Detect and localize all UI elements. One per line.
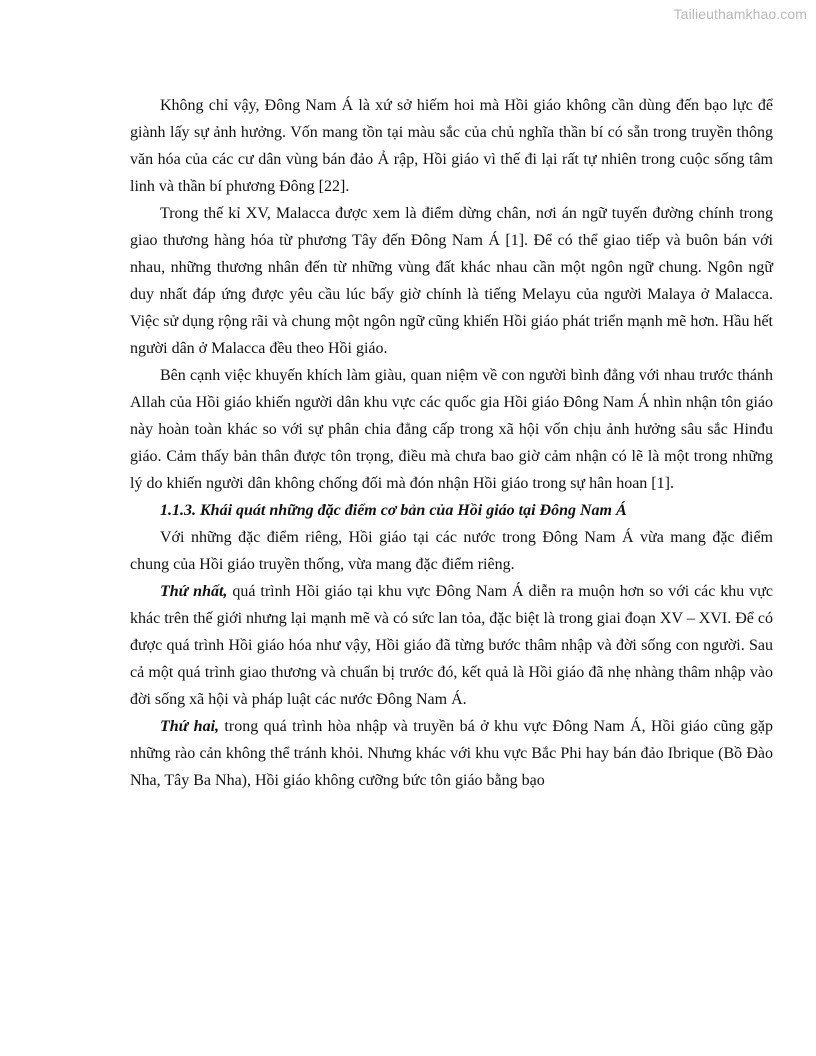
- paragraph-2: Trong thế kỉ XV, Malacca được xem là điểm dừng chân, nơi án ngữ tuyến đường chính trong giao thương hàng hóa từ phương Tây đến Đông Nam Á [1]. Để có thể giao tiếp và buôn bán với nhau, những thương nhân đến từ những vùng đất khác nhau cần một ngôn ngữ chung. Ngôn ngữ duy nhất đáp ứng được yêu cầu lúc bấy giờ chính là tiếng Melayu của người Malaya ở Malacca. Việc sử dụng rộng rãi và chung một ngôn ngữ cũng khiến Hồi giáo phát triển mạnh mẽ hơn. Hầu hết người dân ở Malacca đều theo Hồi giáo.: [130, 205, 773, 357]
- section-heading: 1.1.3. Khái quát những đặc điểm cơ bản của Hồi giáo tại Đông Nam Á: [160, 502, 627, 519]
- intro-paragraph: Với những đặc điểm riêng, Hồi giáo tại các nước trong Đông Nam Á vừa mang đặc điểm chung của Hồi giáo truyền thống, vừa mang đặc điểm riêng.: [130, 529, 773, 573]
- paragraph-1: Không chỉ vậy, Đông Nam Á là xứ sở hiếm hoi mà Hồi giáo không cần dùng đến bạo lực để giành lấy sự ảnh hưởng. Vốn mang tồn tại màu sắc của chủ nghĩa thần bí có sẵn trong truyền thông văn hóa của các cư dân vùng bán đảo Ả rập, Hồi giáo vì thế đi lại rất tự nhiên trong cuộc sống tâm linh và thần bí phương Đông [22].: [130, 97, 773, 195]
- point-first: [130, 578, 773, 713]
- point-second-lead: Thứ hai,: [160, 718, 220, 735]
- document-body: [130, 92, 773, 794]
- point-second: [130, 713, 773, 794]
- point-first-text: quá trình Hồi giáo tại khu vực Đông Nam Á diễn ra muộn hơn so với các khu vực khác trên thế giới nhưng lại mạnh mẽ và có sức lan tỏa, đặc biệt là trong giai đoạn XV – XVI. Để có được quá trình Hồi giáo hóa như vậy, Hồi giáo đã từng bước thâm nhập và đời sống con người. Sau cả một quá trình giao thương và chuẩn bị trước đó, kết quả là Hồi giáo đã nhẹ nhàng thâm nhập vào đời sống xã hội và pháp luật các nước Đông Nam Á.: [130, 583, 774, 708]
- watermark: Tailieuthamkhao.com: [673, 6, 807, 22]
- point-first-lead: Thứ nhất,: [160, 583, 228, 600]
- paragraph-3: Bên cạnh việc khuyến khích làm giàu, quan niệm về con người bình đẳng với nhau trước thánh Allah của Hồi giáo khiến người dân khu vực các quốc gia Hồi giáo Đông Nam Á nhìn nhận tôn giáo này hoàn toàn khác so với sự phân chia đẳng cấp trong xã hội vốn chịu ảnh hưởng sâu sắc Hinđu giáo. Cảm thấy bản thân được tôn trọng, điều mà chưa bao giờ cảm nhận có lẽ là một trong những lý do khiến người dân không chống đối mà đón nhận Hồi giáo trong sự hân hoan [1].: [130, 367, 773, 492]
- point-second-text: trong quá trình hòa nhập và truyền bá ở khu vực Đông Nam Á, Hồi giáo cũng gặp những rào cản không thể tránh khỏi. Nhưng khác với khu vực Bắc Phi hay bán đảo Ibrique (Bồ Đào Nha, Tây Ba Nha), Hồi giáo không cưỡng bức tôn giáo bằng bạo: [130, 718, 773, 789]
